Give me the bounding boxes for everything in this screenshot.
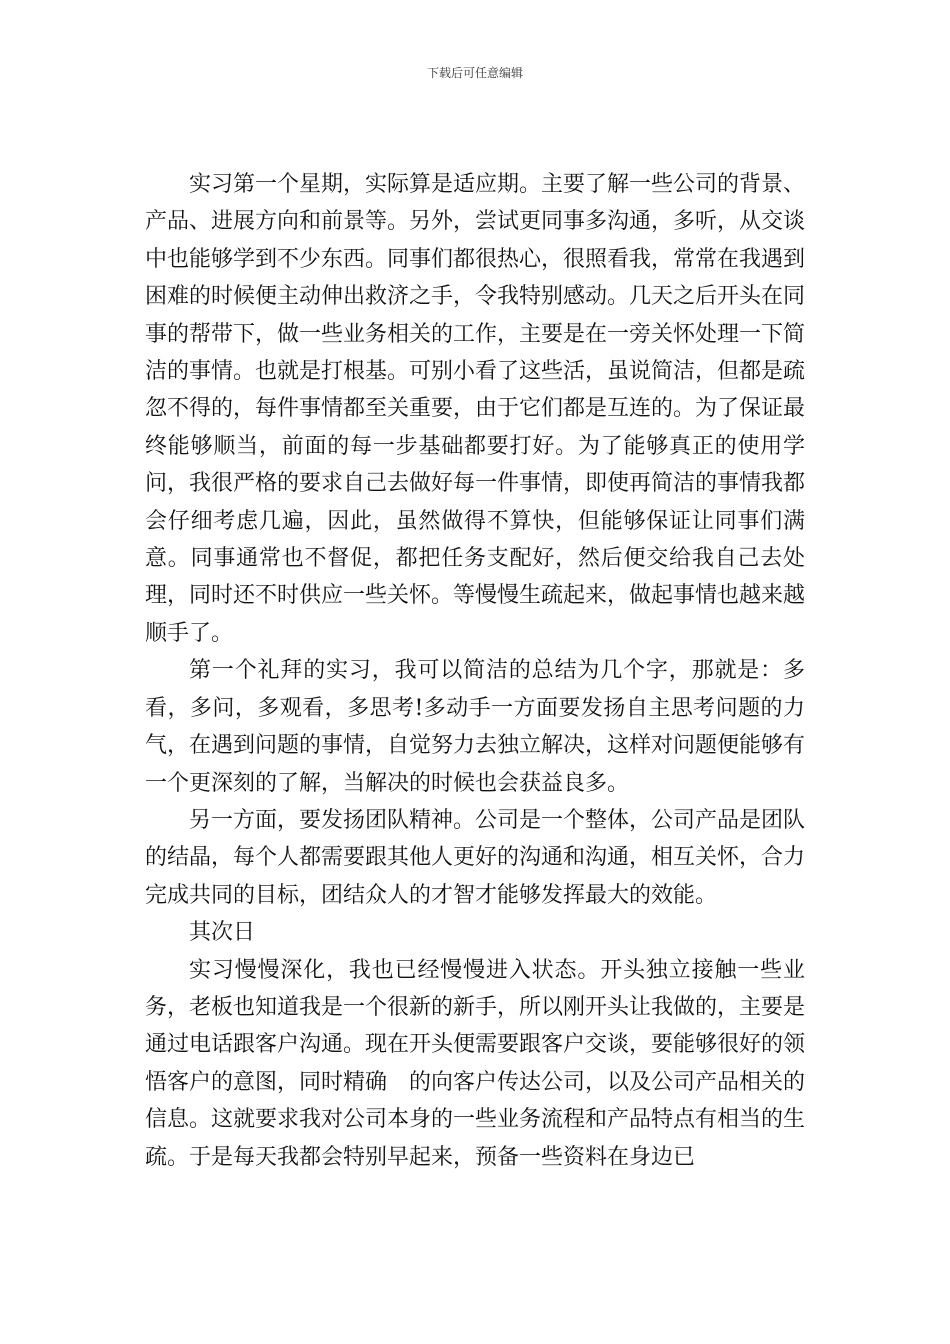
paragraph-teamwork: 另一方面，要发扬团队精神。公司是一个整体，公司产品是团队的结晶，每个人都需要跟其他人更好的沟通和沟通，相互关怀，合力完成共同的目标，团结众人的才智才能够发挥最大的效能。: [145, 807, 806, 908]
paragraph-day2: 实习慢慢深化，我也已经慢慢进入状态。开头独立接触一些业务，老板也知道我是一个很新的新手，所以刚开头让我做的，主要是通过电话跟客户沟通。现在开头便需要跟客户交谈，要能够很好的领悟客户的意图，同时精确 的向客户传达公司，以及公司产品相关的信息。这就要求我对公司本身的一些业务流程和产品特点有相当的生疏。于是每天我都会特别早起来，预备一些资料在身边已: [145, 957, 806, 1170]
section-heading-day2: 其次日: [189, 920, 256, 946]
paragraph-week1-summary: 第一个礼拜的实习，我可以简洁的总结为几个字，那就是：多看，多问，多观看，多思考!多动手一方面要发扬自主思考问题的力气，在遇到问题的事情，自觉努力去独立解决，这样对问题便能够有一个更深刻的了解，当解决的时候也会获益良多。: [145, 658, 806, 796]
document-body: [145, 166, 805, 1176]
page-header: 下载后可任意编辑: [426, 66, 523, 80]
paragraph-week1-intro: 实习第一个星期，实际算是适应期。主要了解一些公司的背景、产品、进展方向和前景等。另外，尝试更同事多沟通，多听，从交谈中也能够学到不少东西。同事们都很热心，很照看我，常常在我遇到困难的时候便主动伸出救济之手，令我特别感动。几天之后开头在同事的帮带下，做一些业务相关的工作，主要是在一旁关怀处理一下简洁的事情。也就是打根基。可别小看了这些活，虽说简洁，但都是疏忽不得的，每件事情都至关重要，由于它们都是互连的。为了保证最终能够顺当，前面的每一步基础都要打好。为了能够真正的使用学问，我很严格的要求自己去做好每一件事情，即使再简洁的事情我都会仔细考虑几遍，因此，虽然做得不算快，但能够保证让同事们满意。同事通常也不督促，都把任务支配好，然后便交给我自己去处理，同时还不时供应一些关怀。等慢慢生疏起来，做起事情也越来越顺手了。: [145, 172, 806, 646]
